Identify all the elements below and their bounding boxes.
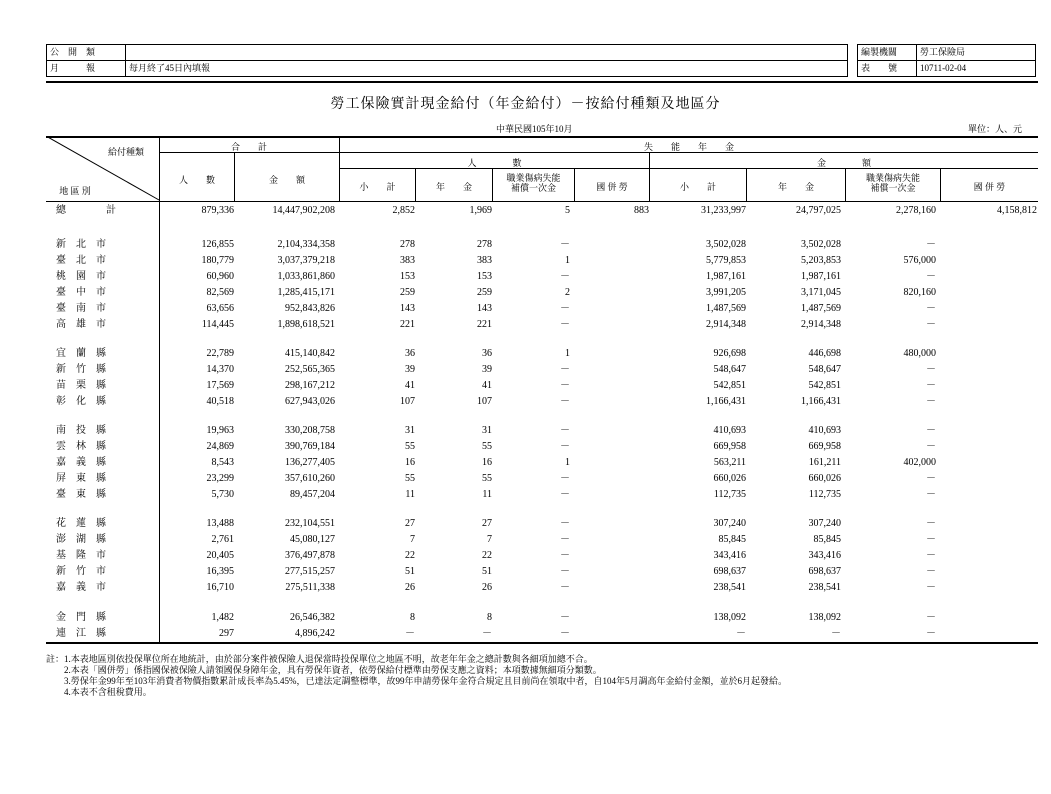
cell-value: 1	[565, 457, 570, 468]
cell-value: 63,656	[206, 303, 234, 314]
cell-value: －	[560, 441, 570, 452]
header-bottom-rule	[46, 201, 1038, 202]
header-corner-bottom: 地 區 別	[59, 186, 91, 196]
cell-value: －	[926, 518, 936, 529]
cell-value: 221	[477, 319, 492, 330]
cell-value: 153	[400, 271, 415, 282]
cell-value: 278	[400, 239, 415, 250]
cell-value: 161,211	[808, 457, 841, 468]
area-label: 嘉 義 市	[56, 582, 106, 593]
cell-value: 357,610,260	[285, 473, 335, 484]
cell-value: 576,000	[903, 255, 936, 266]
area-label: 金 門 縣	[56, 612, 106, 623]
cell-value: 307,240	[808, 518, 841, 529]
header-total-people: 人 數	[178, 175, 215, 185]
header-right-label-2: 表 號	[858, 61, 917, 77]
cell-value: 1	[565, 255, 570, 266]
cell-value: 26	[405, 582, 415, 593]
cell-value: 14,370	[206, 364, 234, 375]
header-annuity-people: 年 金	[435, 182, 472, 192]
table-top-rule	[46, 136, 1038, 138]
cell-value: －	[560, 518, 570, 529]
cell-value: －	[926, 441, 936, 452]
header-occupational-line2: 補償一次金	[510, 183, 556, 193]
cell-value: 26,546,382	[290, 612, 335, 623]
table-row	[46, 317, 1036, 333]
cell-value: 45,080,127	[290, 534, 335, 545]
area-label: 嘉 義 縣	[56, 457, 106, 468]
cell-value: －	[926, 612, 936, 623]
cell-value: 5,779,853	[706, 255, 746, 266]
table-row	[46, 253, 1036, 269]
footnote: 4.本表不含租稅費用。	[46, 687, 152, 697]
cell-value: 31,233,997	[701, 205, 746, 216]
cell-value: 8,543	[211, 457, 234, 468]
area-label: 宜 蘭 縣	[56, 348, 106, 359]
cell-value: 297	[219, 628, 234, 639]
area-label: 新 北 市	[56, 239, 106, 250]
cell-value: 3,502,028	[801, 239, 841, 250]
cell-value: 343,416	[713, 550, 746, 561]
header-public-amount: 國 併 勞	[973, 182, 1006, 192]
cell-value: 252,565,365	[285, 364, 335, 375]
cell-value: 238,541	[808, 582, 841, 593]
cell-value: 31	[405, 425, 415, 436]
cell-value: 143	[477, 303, 492, 314]
area-label: 連 江 縣	[56, 628, 106, 639]
cell-value: 820,160	[903, 287, 936, 298]
cell-value: 107	[477, 396, 492, 407]
area-label: 苗 栗 縣	[56, 380, 106, 391]
cell-value: －	[926, 396, 936, 407]
header-annuity-amount: 年 金	[777, 182, 814, 192]
area-label: 新 竹 市	[56, 566, 106, 577]
header-occupational-amount	[846, 173, 940, 193]
cell-value: 238,541	[713, 582, 746, 593]
table-row	[46, 301, 1036, 317]
cell-value: 1,482	[211, 612, 234, 623]
cell-value: 16,710	[206, 582, 234, 593]
cell-value: 926,698	[713, 348, 746, 359]
cell-value: 669,958	[808, 441, 841, 452]
cell-value: 16,395	[206, 566, 234, 577]
cell-value: 410,693	[808, 425, 841, 436]
top-rule	[46, 81, 1038, 83]
cell-value: －	[560, 396, 570, 407]
cell-value: －	[926, 303, 936, 314]
cell-value: 480,000	[903, 348, 936, 359]
cell-value: 1,969	[469, 205, 492, 216]
area-label: 雲 林 縣	[56, 441, 106, 452]
cell-value: 14,447,902,208	[272, 205, 335, 216]
cell-value: 23,299	[206, 473, 234, 484]
header-corner-top: 給付種類	[107, 147, 144, 157]
cell-value: 1,898,618,521	[277, 319, 335, 330]
cell-value: －	[560, 319, 570, 330]
cell-value: 24,869	[206, 441, 234, 452]
header-occupational-line1: 職業傷病失能	[506, 173, 561, 183]
cell-value: 27	[482, 518, 492, 529]
header-total-amount: 金 額	[268, 175, 305, 185]
cell-value: 16	[405, 457, 415, 468]
cell-value: 4,896,242	[295, 628, 335, 639]
table-bottom-rule	[46, 642, 1038, 644]
cell-value: 13,488	[206, 518, 234, 529]
cell-value: 1,987,161	[801, 271, 841, 282]
cell-value: 5	[565, 205, 570, 216]
table-row	[46, 471, 1036, 487]
table-row	[46, 394, 1036, 410]
cell-value: 8	[487, 612, 492, 623]
cell-value: 402,000	[903, 457, 936, 468]
cell-value: 3,502,028	[706, 239, 746, 250]
cell-value: 952,843,826	[285, 303, 335, 314]
cell-value: 3,991,205	[706, 287, 746, 298]
table-row	[46, 423, 1036, 439]
cell-value: 41	[482, 380, 492, 391]
cell-value: 82,569	[206, 287, 234, 298]
table-row	[46, 487, 1036, 503]
cell-value: －	[926, 534, 936, 545]
cell-value: －	[560, 534, 570, 545]
cell-value: 39	[405, 364, 415, 375]
cell-value: 55	[482, 473, 492, 484]
cell-value: －	[560, 612, 570, 623]
cell-value: 55	[405, 441, 415, 452]
cell-value: －	[560, 364, 570, 375]
cell-value: 26	[482, 582, 492, 593]
cell-value: －	[405, 628, 415, 639]
header-occupational-people	[493, 173, 574, 193]
cell-value: 2,852	[392, 205, 415, 216]
table-row	[46, 564, 1036, 580]
header-right-value-2: 10711-02-04	[917, 61, 1036, 77]
footnote: 註：1.本表地區別依投保單位所在地統計，由於部分案件被保險人退保當時投保單位之地區不明，故老年年金之總計數與各細項加總不合。	[46, 654, 593, 664]
cell-value: －	[926, 582, 936, 593]
cell-value: －	[560, 425, 570, 436]
table-row	[46, 516, 1036, 532]
cell-value: －	[560, 271, 570, 282]
footnotes	[46, 654, 787, 698]
cell-value: －	[560, 566, 570, 577]
cell-value: 390,769,184	[285, 441, 335, 452]
cell-value: －	[926, 628, 936, 639]
area-label: 桃 園 市	[56, 271, 106, 282]
header-right-box	[857, 44, 1036, 77]
cell-value: 114,445	[201, 319, 234, 330]
cell-value: 7	[410, 534, 415, 545]
cell-value: －	[926, 380, 936, 391]
area-label: 總 計	[56, 205, 116, 216]
area-label: 高 雄 市	[56, 319, 106, 330]
cell-value: 548,647	[713, 364, 746, 375]
cell-value: 1	[565, 348, 570, 359]
cell-value: 563,211	[713, 457, 746, 468]
cell-value: －	[560, 628, 570, 639]
cell-value: 2,104,334,358	[277, 239, 335, 250]
table-row	[46, 439, 1036, 455]
cell-value: 232,104,551	[285, 518, 335, 529]
table-row	[46, 237, 1036, 253]
area-label: 基 隆 市	[56, 550, 106, 561]
table-row	[46, 203, 1036, 219]
cell-value: 22,789	[206, 348, 234, 359]
cell-value: 548,647	[808, 364, 841, 375]
header-right-value-1: 勞工保險局	[917, 45, 1036, 61]
cell-value: 4,158,812	[997, 205, 1037, 216]
cell-value: 1,166,431	[801, 396, 841, 407]
table-row	[46, 610, 1036, 626]
cell-value: －	[926, 550, 936, 561]
cell-value: 343,416	[808, 550, 841, 561]
cell-value: －	[560, 303, 570, 314]
table-row	[46, 626, 1036, 642]
cell-value: 883	[634, 205, 649, 216]
table-row	[46, 580, 1036, 596]
cell-value: －	[831, 628, 841, 639]
cell-value: 51	[482, 566, 492, 577]
cell-value: 39	[482, 364, 492, 375]
area-label: 南 投 縣	[56, 425, 106, 436]
cell-value: 138,092	[808, 612, 841, 623]
header-occupational-line2: 補償一次金	[870, 183, 916, 193]
cell-value: －	[926, 319, 936, 330]
cell-value: 16	[482, 457, 492, 468]
cell-value: 307,240	[713, 518, 746, 529]
cell-value: －	[736, 628, 746, 639]
cell-value: －	[560, 489, 570, 500]
cell-value: 41	[405, 380, 415, 391]
cell-value: 410,693	[713, 425, 746, 436]
cell-value: 330,208,758	[285, 425, 335, 436]
cell-value: 20,405	[206, 550, 234, 561]
cell-value: －	[926, 271, 936, 282]
cell-value: －	[926, 425, 936, 436]
cell-value: 879,336	[201, 205, 234, 216]
cell-value: －	[560, 473, 570, 484]
report-period: 中華民國105年10月	[496, 124, 573, 134]
cell-value: 2,278,160	[896, 205, 936, 216]
header-left-label-2: 月 報	[47, 61, 126, 77]
table-row	[46, 362, 1036, 378]
cell-value: －	[926, 489, 936, 500]
page-title: 勞工保險實計現金給付（年金給付）－按給付種類及地區分	[330, 97, 721, 112]
cell-value: 11	[405, 489, 415, 500]
area-label: 臺 北 市	[56, 255, 106, 266]
cell-value: 36	[405, 348, 415, 359]
cell-value: 2,761	[211, 534, 234, 545]
cell-value: 3,037,379,218	[277, 255, 335, 266]
cell-value: 660,026	[713, 473, 746, 484]
cell-value: －	[560, 380, 570, 391]
cell-value: －	[560, 239, 570, 250]
header-right-label-1: 編製機關	[858, 45, 917, 61]
cell-value: 136,277,405	[285, 457, 335, 468]
cell-value: 7	[487, 534, 492, 545]
cell-value: 112,735	[808, 489, 841, 500]
cell-value: 669,958	[713, 441, 746, 452]
area-label: 新 竹 縣	[56, 364, 106, 375]
footnote: 3.勞保年金99年至103年消費者物價指數累計成長率為5.45%，已達法定調整標準，故99年申請勞保年金符合規定且目前尚在領取中者，自104年5月調高年金給付金額，並於6月起發給。	[46, 676, 788, 686]
cell-value: 60,960	[206, 271, 234, 282]
area-label: 臺 東 縣	[56, 489, 106, 500]
cell-value: 22	[482, 550, 492, 561]
cell-value: 1,487,569	[801, 303, 841, 314]
cell-value: －	[560, 582, 570, 593]
cell-value: 107	[400, 396, 415, 407]
unit-label: 單位：人、元	[968, 124, 1023, 134]
cell-value: 5,203,853	[801, 255, 841, 266]
area-label: 彰 化 縣	[56, 396, 106, 407]
cell-value: 298,167,212	[285, 380, 335, 391]
cell-value: 1,166,431	[706, 396, 746, 407]
cell-value: 2,914,348	[706, 319, 746, 330]
cell-value: －	[482, 628, 492, 639]
cell-value: 3,171,045	[801, 287, 841, 298]
cell-value: －	[926, 239, 936, 250]
footnote: 2.本表「國併勞」係指國保被保險人請領國保身障年金，具有勞保年資者，依勞保給付標準由勞保支應之資料；本項數據無細項分類數。	[46, 665, 602, 675]
area-label: 臺 中 市	[56, 287, 106, 298]
cell-value: 36	[482, 348, 492, 359]
cell-value: 383	[477, 255, 492, 266]
area-label: 臺 南 市	[56, 303, 106, 314]
cell-value: 85,845	[718, 534, 746, 545]
header-left-label-1: 公 開 類	[47, 45, 126, 61]
table-row	[46, 378, 1036, 394]
cell-value: 27	[405, 518, 415, 529]
cell-value: 143	[400, 303, 415, 314]
cell-value: 660,026	[808, 473, 841, 484]
cell-value: －	[926, 566, 936, 577]
cell-value: 2,914,348	[801, 319, 841, 330]
area-label: 澎 湖 縣	[56, 534, 106, 545]
table-row	[46, 455, 1036, 471]
header-amount-group: 金 額	[816, 158, 871, 168]
table-row	[46, 548, 1036, 564]
cell-value: －	[560, 550, 570, 561]
cell-value: 89,457,204	[290, 489, 335, 500]
area-label: 屏 東 縣	[56, 473, 106, 484]
table-row	[46, 285, 1036, 301]
header-subtotal-people: 小 計	[359, 182, 396, 192]
cell-value: 138,092	[713, 612, 746, 623]
area-label: 花 蓮 縣	[56, 518, 106, 529]
cell-value: 1,487,569	[706, 303, 746, 314]
cell-value: 542,851	[713, 380, 746, 391]
cell-value: 40,518	[206, 396, 234, 407]
cell-value: 1,987,161	[706, 271, 746, 282]
table-row	[46, 346, 1036, 362]
cell-value: 259	[477, 287, 492, 298]
cell-value: 2	[565, 287, 570, 298]
header-left-value-1	[126, 45, 848, 61]
table-row	[46, 269, 1036, 285]
cell-value: 221	[400, 319, 415, 330]
header-subtotal-amount: 小 計	[679, 182, 716, 192]
cell-value: －	[926, 364, 936, 375]
cell-value: －	[926, 473, 936, 484]
cell-value: 446,698	[808, 348, 841, 359]
cell-value: 277,515,257	[285, 566, 335, 577]
cell-value: 275,511,338	[285, 582, 335, 593]
cell-value: 1,033,861,860	[277, 271, 335, 282]
cell-value: 126,855	[201, 239, 234, 250]
cell-value: 17,569	[206, 380, 234, 391]
cell-value: 24,797,025	[796, 205, 841, 216]
cell-value: 278	[477, 239, 492, 250]
cell-value: 1,285,415,171	[277, 287, 335, 298]
header-total-group: 合 計	[230, 142, 267, 152]
cell-value: 51	[405, 566, 415, 577]
cell-value: 31	[482, 425, 492, 436]
cell-value: 55	[405, 473, 415, 484]
cell-value: 5,730	[211, 489, 234, 500]
header-left-box	[46, 44, 848, 77]
cell-value: 698,637	[808, 566, 841, 577]
cell-value: 85,845	[813, 534, 841, 545]
header-left-value-2: 每月終了45日內填報	[126, 61, 848, 77]
header-people-group: 人 數	[467, 158, 522, 168]
cell-value: 22	[405, 550, 415, 561]
cell-value: 180,779	[201, 255, 234, 266]
header-public-people: 國 併 勞	[596, 182, 628, 192]
cell-value: 8	[410, 612, 415, 623]
cell-value: 698,637	[713, 566, 746, 577]
cell-value: 627,943,026	[285, 396, 335, 407]
table-row	[46, 532, 1036, 548]
header-occupational-line1: 職業傷病失能	[865, 173, 920, 183]
cell-value: 19,963	[206, 425, 234, 436]
cell-value: 11	[482, 489, 492, 500]
cell-value: 376,497,878	[285, 550, 335, 561]
cell-value: 153	[477, 271, 492, 282]
header-disability-group: 失 能 年 金	[643, 142, 734, 152]
cell-value: 415,140,842	[285, 348, 335, 359]
cell-value: 542,851	[808, 380, 841, 391]
cell-value: 112,735	[713, 489, 746, 500]
cell-value: 55	[482, 441, 492, 452]
cell-value: 383	[400, 255, 415, 266]
cell-value: 259	[400, 287, 415, 298]
